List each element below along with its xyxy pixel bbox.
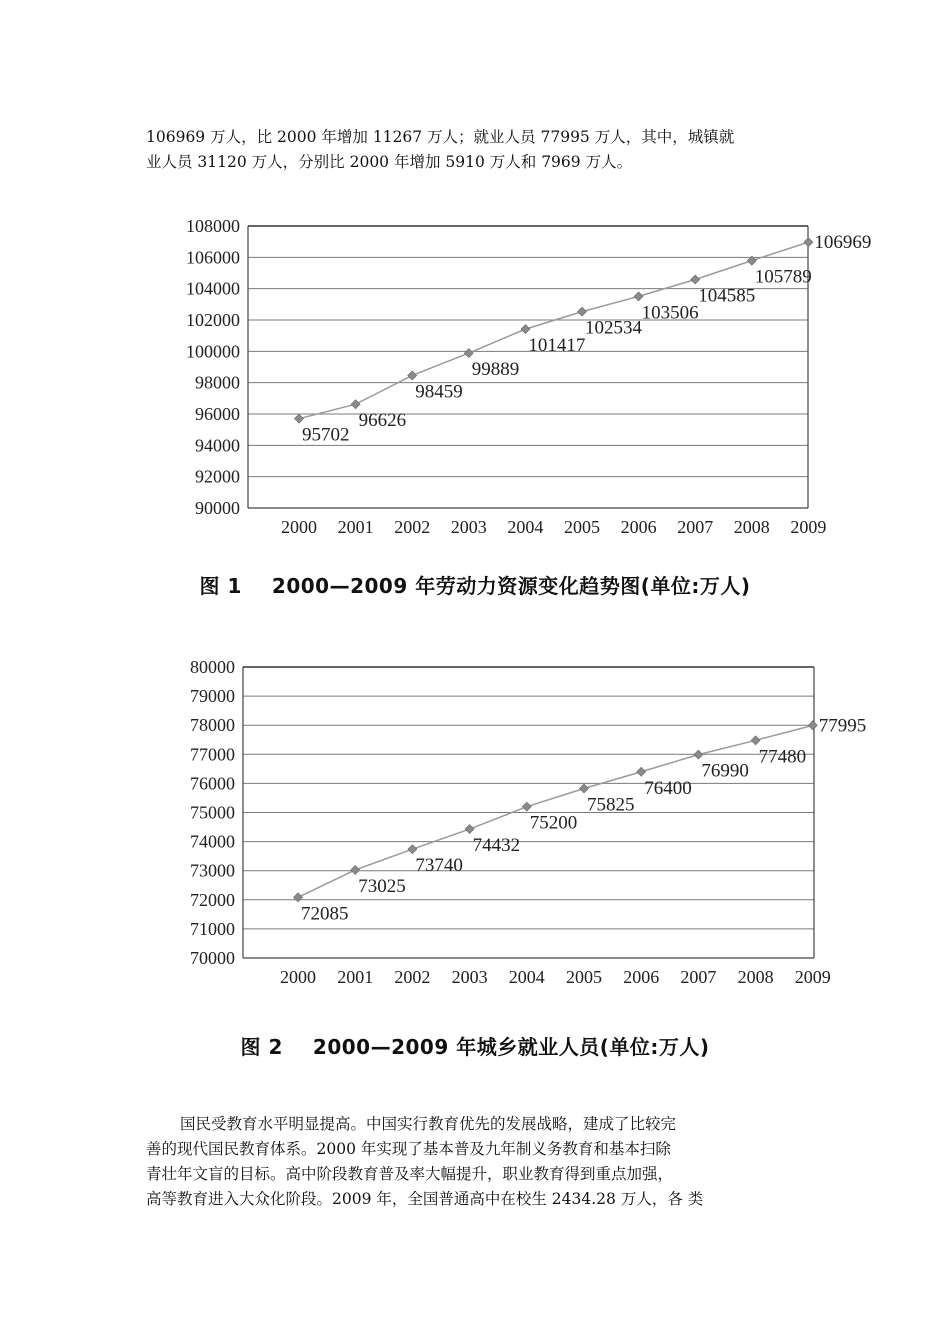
y-tick-label: 70000	[190, 948, 235, 968]
x-tick-label: 2008	[737, 967, 774, 987]
x-tick-label: 2000	[280, 967, 316, 987]
data-point	[351, 400, 360, 409]
paragraph-line: 业人员 31120 万人，分别比 2000 年增加 5910 万人和 7969 万人。	[146, 153, 633, 171]
x-tick-label: 2008	[733, 517, 770, 537]
x-tick-label: 2004	[508, 967, 545, 987]
x-tick-label: 2003	[451, 967, 488, 987]
y-tick-label: 76000	[190, 773, 235, 794]
data-label: 73740	[415, 855, 463, 877]
y-tick-label: 79000	[190, 686, 235, 707]
y-tick-label: 92000	[195, 466, 240, 487]
data-point	[691, 275, 700, 284]
data-label: 101417	[528, 335, 586, 357]
data-label: 99889	[471, 359, 520, 381]
data-label: 77480	[758, 746, 807, 768]
data-point	[295, 414, 304, 423]
x-tick-label: 2001	[337, 517, 374, 537]
y-tick-label: 77000	[190, 744, 235, 765]
x-tick-label: 2000	[281, 517, 317, 537]
y-tick-label: 72000	[190, 889, 235, 910]
y-tick-label: 78000	[190, 715, 235, 736]
y-tick-label: 100000	[186, 341, 240, 362]
y-tick-label: 102000	[186, 310, 240, 330]
x-tick-label: 2007	[677, 517, 714, 537]
x-tick-label: 2006	[620, 517, 657, 537]
x-tick-label: 2006	[623, 967, 660, 987]
data-point	[580, 784, 589, 793]
data-label: 102534	[585, 317, 642, 339]
paragraph-line: 国民受教育水平明显提高。中国实行教育优先的发展战略，建成了比较完	[180, 1115, 677, 1133]
y-tick-label: 104000	[186, 278, 240, 299]
data-point	[804, 238, 813, 247]
x-tick-label: 2003	[450, 517, 487, 537]
y-tick-label: 73000	[190, 860, 235, 881]
x-tick-label: 2001	[337, 967, 374, 987]
employment-chart	[0, 645, 950, 1005]
data-point	[408, 371, 417, 380]
data-label: 76400	[644, 777, 692, 799]
data-label: 75825	[587, 794, 635, 816]
y-tick-label: 94000	[195, 435, 240, 456]
x-tick-label: 2007	[680, 967, 717, 987]
series-line	[299, 242, 808, 419]
data-label: 95702	[302, 424, 350, 446]
y-tick-label: 74000	[190, 831, 235, 852]
data-point	[694, 750, 703, 759]
data-point	[578, 307, 587, 316]
figure-1-number: 图 1	[199, 574, 242, 598]
y-tick-label: 90000	[195, 498, 240, 518]
data-point	[808, 721, 817, 730]
data-point	[294, 893, 303, 902]
data-label: 74432	[472, 835, 521, 857]
paragraph-line: 青壮年文盲的目标。高中阶段教育普及率大幅提升，职业教育得到重点加强，	[146, 1165, 674, 1183]
data-point	[522, 802, 531, 811]
data-point	[465, 825, 474, 834]
x-tick-label: 2005	[564, 517, 600, 537]
data-label: 103506	[641, 302, 699, 324]
figure-2-number: 图 2	[240, 1035, 283, 1059]
paragraph-line: 106969 万人，比 2000 年增加 11267 万人；就业人员 77995 万人，其中，城镇就	[146, 128, 735, 146]
data-label: 104585	[698, 285, 756, 307]
figure-1-caption	[0, 570, 950, 599]
x-tick-label: 2002	[394, 517, 431, 537]
series-line	[298, 725, 813, 897]
data-label: 96626	[358, 410, 407, 432]
paragraph-top	[146, 125, 826, 175]
data-label: 105789	[754, 266, 812, 288]
y-tick-label: 80000	[190, 657, 235, 677]
y-tick-label: 96000	[195, 404, 240, 424]
y-tick-label: 108000	[186, 216, 240, 236]
data-point	[408, 845, 417, 854]
paragraph-line: 善的现代国民教育体系。2000 年实现了基本普及九年制义务教育和基本扫除	[146, 1140, 671, 1158]
x-tick-label: 2002	[394, 967, 431, 987]
data-label: 77995	[818, 715, 867, 737]
x-tick-label: 2004	[507, 517, 544, 537]
x-tick-label: 2009	[790, 517, 827, 537]
y-tick-label: 71000	[190, 918, 235, 939]
figure-2-title: 2000—2009 年城乡就业人员(单位:万人)	[312, 1035, 710, 1059]
data-label: 75200	[529, 812, 578, 834]
data-point	[634, 292, 643, 301]
data-label: 72085	[301, 903, 349, 925]
data-point	[521, 325, 530, 334]
x-tick-label: 2009	[794, 967, 831, 987]
x-tick-label: 2005	[566, 967, 602, 987]
figure-2-caption	[0, 1031, 950, 1060]
data-point	[637, 767, 646, 776]
data-point	[464, 349, 473, 358]
paragraph-line: 高等教育进入大众化阶段。2009 年，全国普通高中在校生 2434.28 万人，各 类	[146, 1190, 704, 1208]
data-label: 106969	[814, 232, 872, 254]
labor-resources-chart	[0, 205, 950, 545]
data-label: 76990	[701, 760, 749, 782]
data-point	[751, 736, 760, 745]
data-label: 73025	[358, 875, 406, 897]
y-tick-label: 75000	[190, 802, 235, 823]
data-point	[351, 865, 360, 874]
paragraph-bottom	[146, 1112, 826, 1212]
y-tick-label: 106000	[186, 247, 240, 268]
data-label: 98459	[415, 381, 463, 403]
figure-1-title: 2000—2009 年劳动力资源变化趋势图(单位:万人)	[271, 574, 751, 598]
y-tick-label: 98000	[195, 372, 240, 393]
